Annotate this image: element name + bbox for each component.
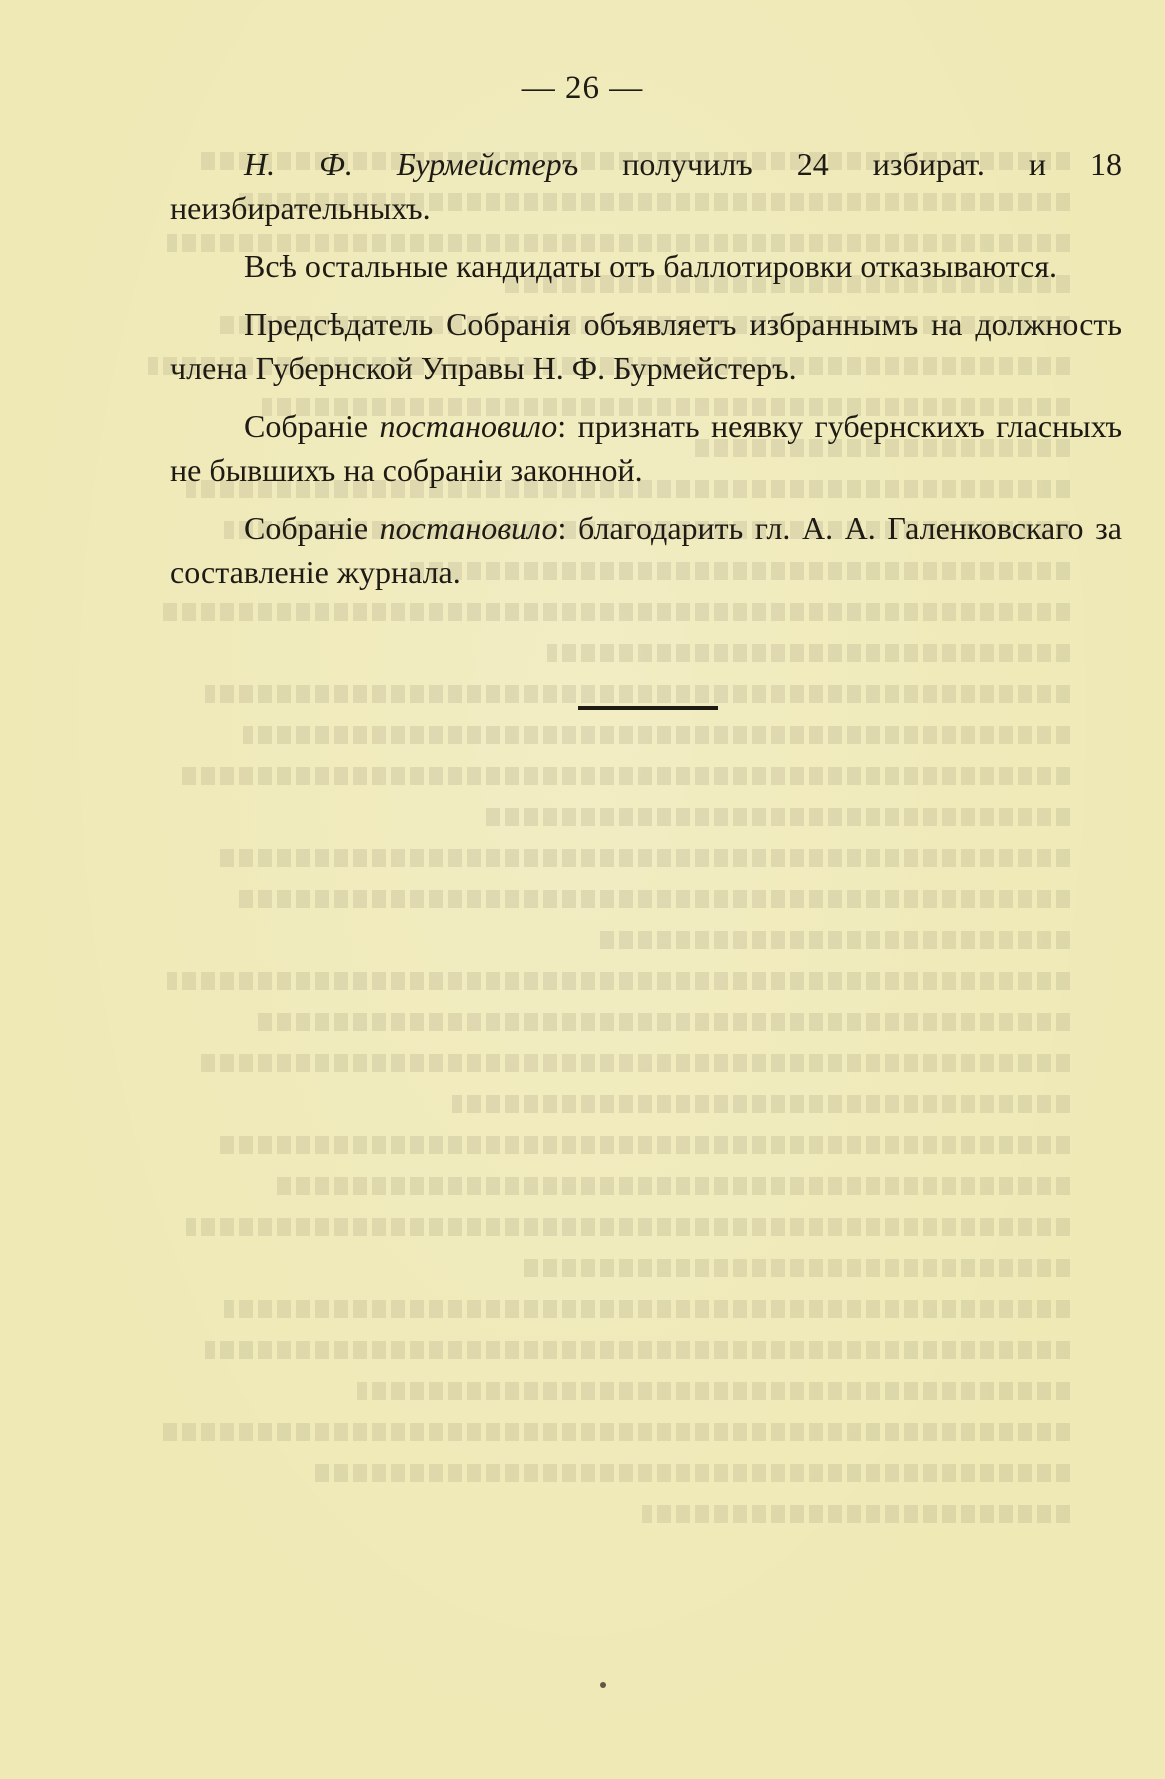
name-burmeister: Н. Ф. Бурмейстеръ xyxy=(244,146,579,182)
bleed-line xyxy=(196,1042,1070,1083)
bleed-line xyxy=(215,837,1070,878)
bleed-line xyxy=(643,1493,1071,1534)
bleed-line xyxy=(177,755,1070,796)
text-candidates-withdraw: Всѣ остальные кандидаты отъ баллотировки отказываются. xyxy=(244,248,1058,284)
paragraph-resolution-absence xyxy=(170,404,1122,492)
page-number: — 26 — xyxy=(521,70,644,106)
bleed-line xyxy=(595,919,1070,960)
bleed-line xyxy=(481,796,1070,837)
paragraph-chairman-announces xyxy=(170,302,1122,390)
bleed-line xyxy=(215,1124,1070,1165)
bleed-line xyxy=(187,1206,1071,1247)
bleed-line xyxy=(206,1329,1071,1370)
ink-speck xyxy=(600,1682,606,1688)
text-chairman-announces: Предсѣдатель Собранія объявляетъ избраннымъ на должность члена Губернской Управы Н. Ф. Бурмейстеръ. xyxy=(170,306,1122,386)
section-end-rule xyxy=(578,706,718,710)
bleed-line xyxy=(158,1411,1070,1452)
bleed-line xyxy=(310,1452,1070,1493)
bleed-line xyxy=(548,632,1071,673)
document-body xyxy=(170,142,1122,608)
paragraph-resolution-thanks xyxy=(170,506,1122,594)
bleed-line xyxy=(168,960,1071,1001)
bleed-line xyxy=(272,1165,1070,1206)
text-resolution-absence: : признать неявку губернскихъ гласныхъ не бывшихъ на собраніи законной. xyxy=(170,408,1122,488)
bleed-line xyxy=(453,1083,1071,1124)
bleed-line xyxy=(358,1370,1071,1411)
text-resolution-thanks: : благодарить гл. А. А. Галенковскаго за составленіе журнала. xyxy=(170,510,1123,590)
bleed-line xyxy=(244,714,1071,755)
bleed-line xyxy=(253,1001,1070,1042)
paragraph-candidates-withdraw xyxy=(170,244,1122,288)
text-sobranie: Собраніе xyxy=(244,510,380,546)
bleed-line xyxy=(519,1247,1070,1288)
text-postanovilo: постановило xyxy=(379,408,558,444)
bleed-line xyxy=(234,878,1070,919)
text-vote-count: получилъ 24 избират. и 18 неизбирательныхъ. xyxy=(170,146,1123,226)
text-postanovilo: постановило xyxy=(379,510,558,546)
text-sobranie: Собраніе xyxy=(244,408,380,444)
bleed-line xyxy=(225,1288,1071,1329)
paragraph-burmeister-votes xyxy=(170,142,1122,230)
